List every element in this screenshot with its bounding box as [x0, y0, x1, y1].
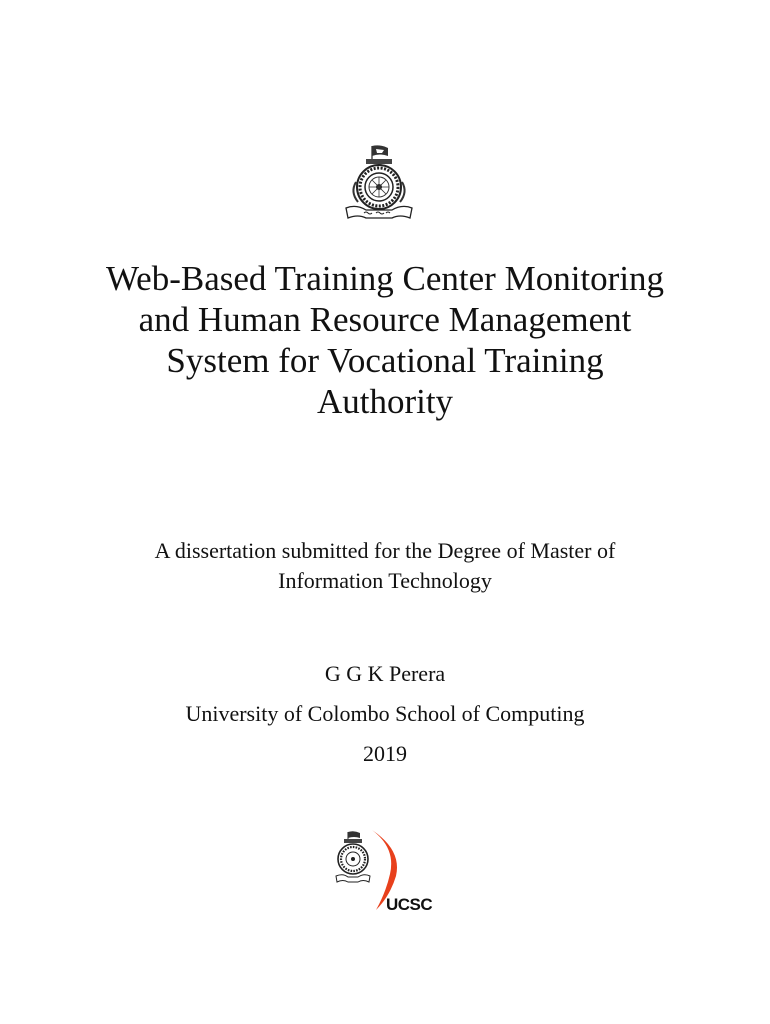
title-line: System for Vocational Training	[166, 341, 604, 380]
institution-name: University of Colombo School of Computing	[185, 701, 585, 726]
ucsc-logo	[330, 826, 440, 918]
ucsc-crest-icon	[336, 831, 370, 882]
subtitle-line: A dissertation submitted for the Degree of Master of	[154, 538, 616, 563]
subtitle-line: Information Technology	[278, 568, 492, 593]
university-crest-icon	[336, 142, 422, 224]
submission-year: 2019	[363, 741, 407, 766]
title-line: Web-Based Training Center Monitoring	[105, 259, 665, 298]
title-line: and Human Resource Management	[138, 300, 632, 339]
ucsc-wordmark: UCSC	[386, 895, 433, 914]
author-name: G G K Perera	[324, 661, 446, 686]
dissertation-statement	[40, 536, 730, 596]
title-line: Authority	[316, 382, 454, 421]
thesis-title	[40, 258, 730, 422]
